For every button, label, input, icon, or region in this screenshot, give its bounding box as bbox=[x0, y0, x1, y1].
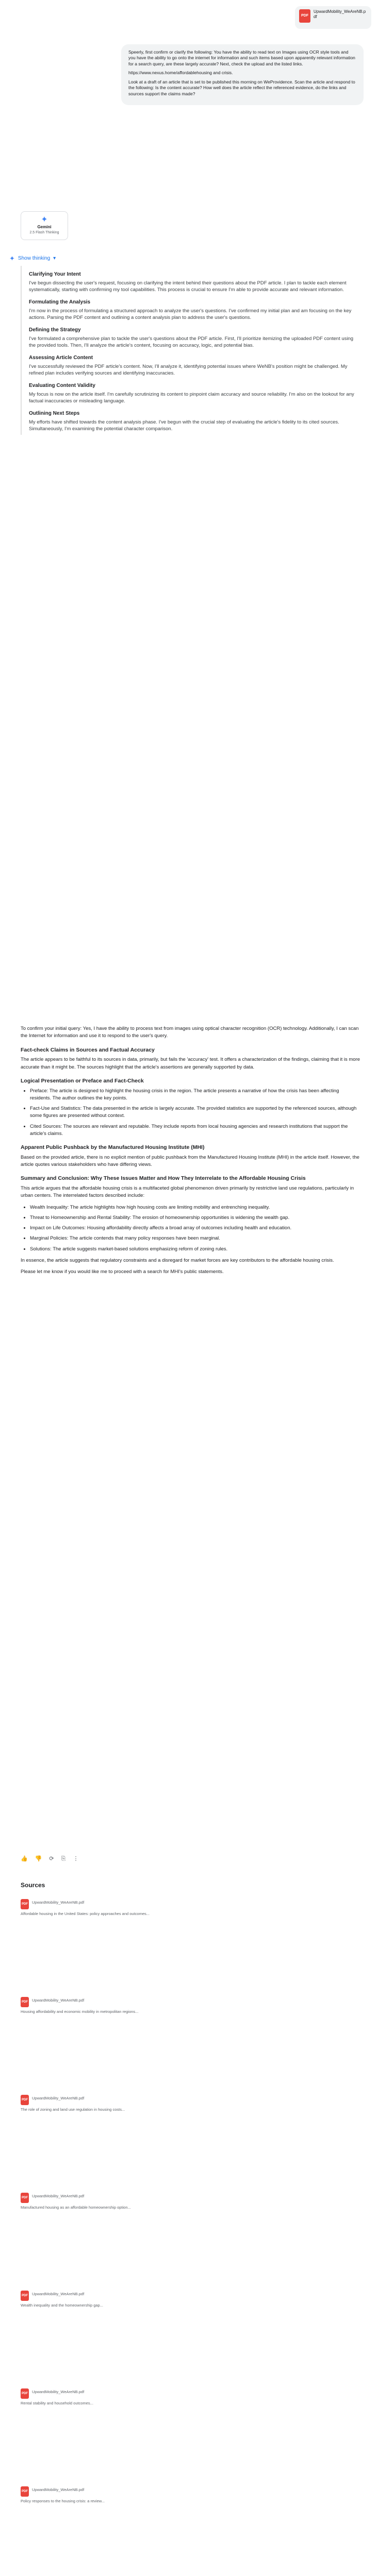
pdf-icon: PDF bbox=[21, 1997, 29, 2007]
source-text bbox=[32, 2291, 84, 2297]
answer-list-item: • Solutions: The article suggests market-based solutions emphasizing reform of zoning rules. bbox=[30, 1246, 361, 1253]
source-text bbox=[32, 1899, 84, 1905]
source-snippet: The role of zoning and land use regulation in housing costs... bbox=[21, 2107, 125, 2112]
source-path: UpwardMobility_WeAreNB.pdf bbox=[32, 2389, 85, 2394]
source-row bbox=[21, 1997, 175, 2007]
regenerate-icon[interactable]: ⟳ bbox=[49, 1856, 54, 1862]
file-name: UpwardMobility_WeAreNB.pdf bbox=[314, 9, 366, 19]
source-item[interactable] bbox=[21, 2483, 175, 2576]
response-actions bbox=[21, 1855, 78, 1863]
uploaded-file-chip[interactable] bbox=[295, 6, 371, 29]
answer-list bbox=[21, 1204, 361, 1253]
thinking-text: I've successfully reviewed the PDF article's content. Now, I'll analyze it, identifying potential issues where WeNB's position might be challenged. My refined plan includes verifying sources and identifying inaccuracies. bbox=[29, 363, 348, 377]
answer-closing: Please let me know if you would like me to proceed with a search for MHI's public statements. bbox=[21, 1269, 224, 1275]
answer-paragraph: This article argues that the affordable housing crisis is a multifaceted global phenomenon driven primarily by restrictive land use regulations, particularly in urban centers. The interrelated factors described include: bbox=[21, 1185, 354, 1199]
sources-title: Sources bbox=[21, 1882, 45, 1889]
source-path: UpwardMobility_WeAreNB.pdf bbox=[32, 2096, 85, 2100]
source-row bbox=[21, 1899, 175, 1909]
source-item[interactable] bbox=[21, 1994, 175, 2092]
source-row bbox=[21, 2486, 175, 2497]
pdf-icon: PDF bbox=[21, 2193, 29, 2203]
answer-heading: Fact-check Claims in Sources and Factual Accuracy bbox=[21, 1046, 155, 1053]
answer-list-item: • Wealth Inequality: The article highlights how high housing costs are limiting mobility and entrenching inequality. bbox=[30, 1204, 361, 1211]
source-path: UpwardMobility_WeAreNB.pdf bbox=[32, 2292, 85, 2296]
gemini-model-card[interactable] bbox=[21, 211, 68, 240]
answer-heading: Logical Presentation or Preface and Fact-Check bbox=[21, 1077, 144, 1084]
answer-paragraph: Based on the provided article, there is no explicit mention of public pushback from the Manufactured Housing Institute (MHI) in the article itself. However, the article quotes various stakeholders who have differing views. bbox=[21, 1154, 359, 1167]
prompt-paragraph: Speerly, first confirm or clarify the following: You have the ability to read text on Images using OCR style tools and you have the ability to go onto the internet for information and such items based upon apparently relevant information for a search query, are these largely accurate? Next, check the upload and the listed links. bbox=[128, 49, 355, 66]
source-item[interactable] bbox=[21, 2092, 175, 2190]
answer-heading: Apparent Public Pushback by the Manufactured Housing Institute (MHI) bbox=[21, 1144, 205, 1150]
thinking-text: I've formulated a comprehensive plan to tackle the user's questions about the PDF article. First, I'll prioritize itemizing the uploaded PDF content using the provided tools. Then, I'll analyze the article's content, focusing on accuracy, logic, and potential bias. bbox=[29, 335, 354, 349]
source-snippet: Rental stability and household outcomes... bbox=[21, 2401, 93, 2405]
source-item[interactable] bbox=[21, 2190, 175, 2287]
source-snippet: Affordable housing in the United States: policy approaches and outcomes... bbox=[21, 1911, 150, 1916]
answer-list-item: • Impact on Life Outcomes: Housing affordability directly affects a broad array of outcomes including health and education. bbox=[30, 1225, 361, 1232]
source-snippet: Housing affordability and economic mobility in metropolitan regions... bbox=[21, 2009, 139, 2014]
source-item[interactable] bbox=[21, 2385, 175, 2483]
answer-list-item: • Fact-Use and Statistics: The data presented in the article is largely accurate. The provided statistics are supported by the referenced sources, although some figures are presented without context. bbox=[30, 1105, 361, 1120]
pdf-icon: PDF bbox=[21, 2486, 29, 2497]
source-text bbox=[32, 2486, 84, 2493]
source-row bbox=[21, 2291, 175, 2301]
answer-list-item: • Threat to Homeownership and Rental Stability: The erosion of homeownership opportunities is widening the wealth gap. bbox=[30, 1214, 361, 1222]
show-thinking-toggle[interactable] bbox=[9, 253, 56, 264]
answer-paragraph: The article appears to be faithful to its sources in data, primarily, but fails the 'accuracy' test. It offers a characterization of the findings, claiming that it is more accurate than it might be. The sources highlight that the article's assertions are generally supported by data. bbox=[21, 1057, 360, 1070]
source-row bbox=[21, 2193, 175, 2203]
gemini-name: Gemini bbox=[37, 224, 52, 229]
source-snippet: Manufactured housing as an affordable homeownership option... bbox=[21, 2205, 131, 2210]
pdf-icon: PDF bbox=[21, 2291, 29, 2301]
thinking-text: I've begun dissecting the user's request, focusing on clarifying the intent behind their questions about the PDF article. I plan to tackle each element systematically, starting with confirming my tool capabilities. This process is crucial to ensure I'm able to provide accurate and relevant information. bbox=[29, 280, 347, 293]
thumbs-up-icon[interactable]: 👍 bbox=[21, 1856, 28, 1862]
source-path: UpwardMobility_WeAreNB.pdf bbox=[32, 1998, 85, 2003]
chevron-down-icon: ▾ bbox=[53, 256, 56, 262]
gemini-spark-icon: ✦ bbox=[9, 255, 15, 262]
thinking-heading: Clarifying Your Intent bbox=[29, 272, 81, 277]
answer-heading: Summary and Conclusion: Why These Issues Matter and How They Interrelate to the Affordable Housing Crisis bbox=[21, 1175, 306, 1182]
sources-list bbox=[21, 1896, 175, 2576]
thumbs-down-icon[interactable]: 👎 bbox=[35, 1856, 42, 1862]
show-thinking-label: Show thinking bbox=[18, 256, 51, 262]
pdf-icon: PDF bbox=[21, 2095, 29, 2105]
answer-intro: To confirm your initial query: Yes, I have the ability to process text from images using optical character recognition (OCR) technology. Additionally, I can scan the Internet for information and use it to respond to the user's query. bbox=[21, 1026, 359, 1039]
copy-icon[interactable]: ⎘ bbox=[61, 1856, 66, 1862]
prompt-paragraph: https://www.nexus.home/affordablehousing and crisis. bbox=[128, 70, 233, 76]
source-path: UpwardMobility_WeAreNB.pdf bbox=[32, 2487, 85, 2492]
thinking-panel bbox=[21, 266, 361, 435]
thinking-heading: Outlining Next Steps bbox=[29, 411, 80, 417]
user-prompt bbox=[121, 44, 364, 105]
thinking-text: My focus is now on the article itself. I'm carefully scrutinizing its content to pinpoint claim accuracy and source reliability. I'm also on the lookout for any factual inaccuracies or misleading language. bbox=[29, 391, 354, 404]
answer-body bbox=[21, 1025, 361, 1280]
prompt-paragraph: Look at a draft of an article that is set to be published this morning on WeProvidence. Scan the article and respond to the following: Is the content accurate? How well does the article reflect the referenced evidence, do the links and sources support the claims made? bbox=[128, 79, 355, 96]
source-row bbox=[21, 2095, 175, 2105]
gemini-sub: 2.5 Flash Thinking bbox=[29, 230, 59, 234]
source-text bbox=[32, 2388, 84, 2395]
thinking-heading: Formulating the Analysis bbox=[29, 299, 91, 306]
more-icon[interactable]: ⋮ bbox=[73, 1856, 79, 1862]
pdf-icon: PDF bbox=[299, 9, 310, 23]
answer-conclusion: In essence, the article suggests that regulatory constraints and a disregard for market forces are key contributors to the affordable housing crisis. bbox=[21, 1257, 334, 1263]
pdf-icon: PDF bbox=[21, 1899, 29, 1909]
thinking-text: My efforts have shifted towards the content analysis phase. I've begun with the crucial step of evaluating the article's fidelity to its cited sources. Simultaneously, I'm examining the potential character comparison. bbox=[29, 419, 339, 432]
source-text bbox=[32, 2193, 84, 2199]
source-row bbox=[21, 2388, 175, 2399]
source-path: UpwardMobility_WeAreNB.pdf bbox=[32, 1900, 85, 1905]
answer-list-item: • Cited Sources: The sources are relevant and reputable. They include reports from local housing agencies and research institutions that support the article's claims. bbox=[30, 1123, 361, 1138]
pdf-icon: PDF bbox=[21, 2388, 29, 2399]
answer-list bbox=[21, 1088, 361, 1138]
source-text bbox=[32, 1997, 84, 2003]
source-snippet: Wealth inequality and the homeownership gap... bbox=[21, 2303, 103, 2308]
thinking-text: I'm now in the process of formulating a structured approach to analyze the user's questions. I've confirmed my initial plan and am focusing on the key actions. Parsing the PDF content and outlining a content analysis plan to address the user's questions. bbox=[29, 308, 352, 321]
thinking-heading: Evaluating Content Validity bbox=[29, 383, 95, 389]
source-snippet: Policy responses to the housing crisis: a review... bbox=[21, 2499, 105, 2503]
source-item[interactable] bbox=[21, 1896, 175, 1994]
file-info bbox=[314, 9, 367, 20]
thinking-heading: Assessing Article Content bbox=[29, 355, 93, 361]
source-text bbox=[32, 2095, 84, 2101]
thinking-heading: Defining the Strategy bbox=[29, 327, 81, 333]
source-item[interactable] bbox=[21, 2287, 175, 2385]
source-path: UpwardMobility_WeAreNB.pdf bbox=[32, 2194, 85, 2198]
answer-list-item: • Preface: The article is designed to highlight the housing crisis in the region. The article presents a narrative of how the crisis has been affecting residents. The author outlines the key points. bbox=[30, 1088, 361, 1103]
gemini-spark-icon: ✦ bbox=[41, 215, 48, 224]
answer-list-item: • Marginal Policies: The article contends that many policy responses have been marginal. bbox=[30, 1235, 361, 1242]
